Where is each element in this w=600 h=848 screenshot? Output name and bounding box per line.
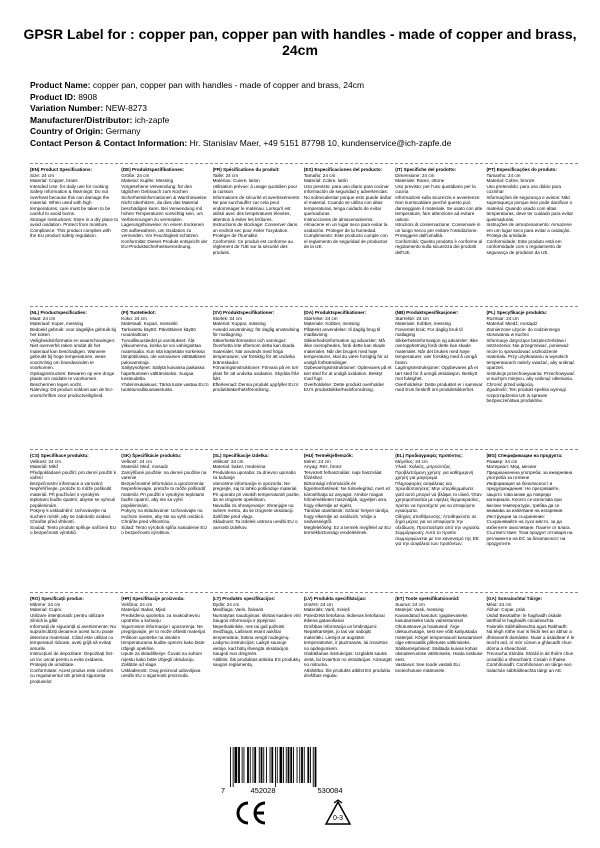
barcode-bar [247, 747, 249, 783]
language-block [395, 164, 486, 306]
barcode-bar [275, 747, 276, 787]
language-block [395, 450, 486, 592]
language-block [486, 593, 577, 713]
language-heading: (EN) Product Specifications: [30, 167, 93, 172]
language-heading: (SL) Specifikacije izdelka: [212, 453, 269, 458]
language-block [486, 307, 577, 449]
info-value: copper pan, copper pan with handles - made of copper and brass, 24cm [92, 80, 365, 90]
language-text: Izmērs: 24 cm Materiāls: Varš, misiņš Paredzētā lietošana: ikdienas lietošanai ēdiena gatavošanai Drošības informācija un brīdinājumi: Nepārkarsējiet, jo tas var sabojāt materiālu. Lietojot ar augstām temperatūrām, ir jāuzmanās, lai izvairītos no apdegumiem. Glabāšanas instrukcijas: Uzglabāt sausā vietā, lai izvairītos no oksidācijas. Aizsargāt no mitruma. Atbilstība: Šis produkts atbilst ES produktu drošības regulai. [303, 601, 392, 678]
language-heading: (GA) Sonraíochtaí Táirge: [486, 596, 543, 601]
language-text: Taille: 24 cm Matériau: Cuivre, laiton Utilisation prévue: à usage quotidien pour la cuisson Informations de sécurité et avertissements: Ne pas surchauffer car cela peut endommager le matériau. Lorsqu'il est utilisé avec des températures élevées, attention à éviter les brûlures. Instructions de stockage: Conserver dans un endroit sec pour éviter l'oxydation. Protéger de l'humidité. Conformité: Ce produit est conforme au règlement de l'UE sur la sécurité des produits. [212, 172, 301, 255]
language-block [486, 164, 577, 306]
language-block [213, 450, 304, 592]
barcode-bar [266, 747, 267, 783]
language-text: Размер: 24 cm Материал: Мед, месинг Предназначена употреба: за ежедневна употреба за готвене Информация за безопасност и предупреждения: Не прегрявайте, защото това може да повреди материала. Когато се използва при високи температури, трябва да се внимава за избягване на изгаряния. Инструкции за съхранение: Съхранявайте на сухо място, за да избегнете окисляване. Пазете от влага. Съответствие: Този продукт отговаря на регламента на ЕС за безопасност на продуктите. [486, 458, 573, 546]
language-heading: (HU) Termékjellemzők: [303, 453, 354, 458]
language-heading: (DA) Produktspecifikationer: [303, 310, 367, 315]
barcode-bar [259, 747, 260, 783]
language-heading: (NL) Productspecificaties: [30, 310, 87, 315]
language-block [395, 307, 486, 449]
language-block [213, 164, 304, 306]
barcode-bar [263, 747, 264, 783]
language-heading: (DE) Produktspezifikationen: [121, 167, 185, 172]
language-text: Tamaño: 24 cm Material: Cobre, latón Uso previsto: para uso diario para cocinar Información de seguridad y advertencias: No sobrecalentar porque esto puede dañar el material. Cuando se utiliza con altas temperaturas, tenga cuidado de evitar quemaduras. Instrucciones de almacenamiento: Almacene en un lugar seco para evitar la oxidación. Proteger de la humedad. Cumplimiento: Este producto cumple con el reglamento de seguridad de productos de la UE. [303, 172, 392, 249]
barcode-bar [297, 747, 298, 783]
recycle-icon [320, 798, 356, 830]
info-row [30, 80, 590, 92]
info-row [30, 92, 590, 104]
barcode-digits: 530084 [317, 786, 343, 795]
language-heading: (SV) Produktspecifikationer: [212, 310, 275, 315]
recycle-code: 0-3 [332, 815, 344, 822]
language-text: Méret: 24 cm Anyag: Réz, bronz Tervezett felhasználás: napi használat főzéshez Biztonsági információk és figyelmeztetések: Ne túlmelegítsd, mert ez károsíthatja az anyagot. Amikor magas hőmérsékleten használják, ügyeljen arra, hogy elkerülje az égést. Tárolási utasítások: Száraz helyen tárolja, hogy elkerülje az oxidációt. Védje a nedvességtől. Megfelelőség: Ez a termék megfelel az EU termékbiztonsági rendeletének. [303, 458, 391, 535]
barcode-bar [310, 747, 311, 783]
info-label: Variation Number: [30, 103, 104, 113]
language-block [304, 450, 395, 592]
language-heading: (RO) Specificații produs: [30, 596, 84, 601]
info-value: ich-zapfe [134, 114, 170, 125]
language-heading: (PT) Especificações do produto: [486, 167, 557, 172]
language-heading: (NB) Produktspesifikasjoner: [395, 310, 459, 315]
language-heading: (SK) Špecifikácie produktu: [121, 453, 182, 458]
barcode-bar [286, 747, 287, 783]
barcode-digits: 7 [220, 786, 226, 795]
language-block [486, 450, 577, 592]
language-block [304, 164, 395, 306]
language-heading: (LT) Produkto specifikacijos: [212, 596, 276, 601]
language-block [30, 164, 121, 306]
language-block [121, 164, 212, 306]
barcode-bar [238, 747, 240, 783]
barcode-bar [235, 747, 238, 783]
language-text: Μέγεθος: 24 cm Υλικό: Χαλκός, μπρούντζος Προβλεπόμενη χρήση: για καθημερινή χρήση για μαγείρεμα Πληροφορίες ασφάλειας και προειδοποιήσεις: Μην υπερθερμαίνετε γιατί αυτό μπορεί να βλάψει το υλικό. Όταν χρησιμοποιείται με υψηλές θερμοκρασίες, πρέπει να προσέχετε για να αποφύγετε εγκαύματα. Οδηγίες αποθήκευσης: Αποθηκεύστε σε ξηρό μέρος για να αποφύγετε την οξείδωση. Προστατέψτε από την υγρασία. Συμμόρφωση: Αυτό το προϊόν συμμορφώνεται με τον κανονισμό της ΕΕ για την ασφάλεια των προϊόντων. [395, 458, 482, 546]
barcode-bar [283, 747, 284, 783]
barcode [218, 747, 372, 795]
language-text: Tamanho: 24 cm Material: Cobre, bronze Uso pretendido: para uso diário para cozinhar Informações de segurança e avisos: Não superaqueça porque isso pode danificar o material. Quando usado com altas temperaturas, deve ter cuidado para evitar queimaduras. Instruções de armazenamento: Armazene em um lugar seco para evitar a oxidação. Proteja da umidade. Conformidade: Este produto está em conformidade com o regulamento de segurança de produtos da UE. [486, 172, 574, 255]
language-text: Velikost: 24 cm Material: baker, medenina Predvidena uporaba: za dnevno uporabo za kuhanje Varnostne informacije in opozorila: Ne pregrejte, saj to lahko poškoduje material. Pri uporabi pri visokih temperaturah pazite, da se izognete opeklinam. Navodila za shranjevanje: Shranjujte na suhem mestu, da se izognete oksidaciji. Zaščitite pred vlago. Skladnost: Ta izdelek ustreza uredbi EU o varnosti izdelkov. [212, 458, 300, 530]
language-band [30, 164, 578, 306]
language-heading: (FI) Tuotetiedot: [121, 310, 156, 315]
language-heading: (EL) Προδιαγραφές προϊόντος: [395, 453, 463, 458]
language-block [121, 450, 212, 592]
language-heading: (FR) Spécifications du produit: [212, 167, 280, 172]
info-label: Manufacturer/Distributor: [30, 114, 133, 125]
language-block [121, 307, 212, 449]
language-block [304, 307, 395, 449]
info-value: 8908 [78, 91, 98, 102]
barcode-bar [270, 747, 271, 783]
info-value: NEW-8273 [105, 103, 148, 113]
language-heading: (CS) Specifikace produktu: [30, 453, 89, 458]
info-label: Product Name: [30, 80, 91, 90]
language-heading: (ET) Toote spetsifikatsioonid: [395, 596, 460, 601]
barcode-bar [271, 747, 273, 783]
language-text: Size: 24 cm Material: Copper, brass Intended Use: for daily use for cooking Safety Information & Warnings: Do not overheat because this can damage the material. When used with high temperatures, care must be taken to be careful to avoid burns. Storage Instructions: Store in a dry place to avoid oxidation. Protect from moisture. Compliance: This product complies with the EU product safety regulation. [30, 172, 119, 238]
barcode-bar [254, 747, 256, 783]
language-block [395, 593, 486, 713]
language-text: Dydis: 24 cm Medžiaga: Varis, žalvaris Numatytas naudojimas: skirtas kasdien virti Saugos informacija ir įspėjimai: Neperkaitinkite, nes tai gali pažeisti medžiagą. Lašinant esant aukštai temperatūrai, būtina vengti nudegimų. Laikymo instrukcijos: Laikyti sausoje vietoje, kad būtų išvengta oksidacijos. Saugoti nuo drėgmės. Atitiktis: Šis produktas atitinka ES produktų saugos reglamentą. [212, 601, 301, 667]
info-label: Country of Origin: [30, 126, 104, 136]
language-text: Größe: 24 cm Material: Kupfer, Messing Vorgesehene Verwendung: für den täglichen Gebrauch zum Kochen Sicherheitsinformationen & Warnhinweise: Nicht überhitzen, da dies das Material beschädigen kann. Bei Verwendung mit hohen Temperaturen vorsichtig sein, um Verbrennungen zu vermeiden. Lagerungshinweise: An einem trockenen Ort aufbewahren, um Oxidation zu vermeiden. Vor Feuchtigkeit schützen. Konformität: Dieses Produkt entspricht der EU-Produktsicherheitsverordnung. [121, 172, 208, 249]
barcode-bar [313, 747, 314, 787]
language-text: Maat: 24 cm Materiaal: Koper, messing Bedoeld gebruik: voor dagelijks gebruik bij het koken Veiligheidsinformatie en waarschuwingen: Niet oververhit raken omdat dit het materiaal kan beschadigen. Wanneer gebruikt bij hoge temperaturen, wees voorzichtig om brandwonden te voorkomen. Opslaginstructies: Bewaren op een droge plaats om oxidatie te voorkomen. Beschermen tegen vocht. Naleving: Dit product voldoet aan de EU-voorschriften voor productveiligheid. [30, 315, 117, 398]
barcode-bar [244, 747, 245, 783]
barcode-bar [304, 747, 305, 783]
language-heading: (ES) Especificaciones del producto: [303, 167, 383, 172]
language-text: Rozmiar: 24 cm Materiał: Miedź, mosiądz Zamierzone użycie: do codziennego stosowania w kuchni Informacje dotyczące bezpieczeństwa i ostrzeżenia: Nie przegrzewać, ponieważ może to spowodować uszkodzenie materiału. Przy użytkowaniu w wysokich temperaturach należy uważać, aby uniknąć oparzeń. Instrukcje przechowywania: Przechowywać w suchym miejscu, aby uniknąć utleniania. Chronić przed wilgocią. Zgodność: Ten produkt spełnia wymogi rozporządzenia UE w sprawie bezpieczeństwa produktów. [486, 315, 575, 403]
language-heading: (IT) Specifiche del prodotto: [395, 167, 457, 172]
language-grid [30, 163, 578, 713]
barcode-bar [280, 747, 283, 783]
language-block [304, 593, 395, 713]
language-block [30, 450, 121, 592]
info-row [30, 138, 590, 150]
barcode-bar [299, 747, 300, 783]
language-text: Koko: 24 cm Materiaali: Kupari, messinki Tarkoitettu käyttö: Päivittäinen käyttö ruoanlaittoon Turvallisuustiedot ja varoitukset: Älä ylikuumenna, koska se voi vahingoittaa materiaalia. Kun sitä käytetään korkeissa lämpötiloissa, ole varovainen välttääksesi palovammoja. Säilytysohjeet: Säilytä kuivassa paikassa hapettumisen välttämiseksi. Suojaa kosteudelta. Yhdenmukaisuus: Tämä tuote vastaa EU:n tuoteturvallisuusasetusta. [121, 315, 209, 392]
barcode-bar [288, 747, 290, 783]
language-block [30, 593, 121, 713]
language-heading: (LV) Produkta specifikācijas: [303, 596, 367, 601]
language-band [30, 593, 578, 713]
barcode-bar [315, 747, 317, 787]
barcode-bar [242, 747, 243, 783]
language-text: Méid: 24 cm Ábhar: Copar, prás Úsáid Beartaithe: le haghaidh úsáide laethúil le haghaidh cócaireachta Faisnéis Sábháilteachta agus Rabhadh: Ná téigh róthe mar is féidir leis an ábhar a dhéanamh damáiste. Nuair a úsáidtear é le teocht ard, ní mór cúram a ghlacadh chun dónna a sheachaint. Treoracha Stórála: Stóráil in áit thirim chun ocsaídiú a sheachaint. Cosain ó thaise. Comhlíonadh: Comhlíonann an táirge seo rialachán sábháilteachta táirgí an AE. [486, 601, 575, 673]
language-text: Veľkosť: 24 cm Materiál: Meď, mosadz Zamýšľané použitie: na denné použitie na varenie Bezpečnostné informácie a upozornenia: Neprehrievajte, pretože to môže poškodiť materiál. Pri použití s vysokými teplotami buďte opatrní, aby ste sa vyhli popáleninám. Pokyny na skladovanie: Uchovávajte na suchom mieste, aby ste sa vyhli oxidácii. Chráňte pred vlhkosťou. Súlad: Tento výrobok spĺňa nariadenie EÚ o bezpečnosti výrobkov. [121, 458, 207, 535]
info-row [30, 115, 590, 127]
info-row [30, 126, 590, 138]
info-label: Contact Person & Contact Information: [30, 137, 188, 148]
language-band [30, 307, 578, 449]
barcode-bar [301, 747, 303, 783]
language-text: Suurus: 24 cm Materjal: Vask, messing Kavandatud kasutus: igapäevaseks kasutamiseks toidu valmistamisel Ohutusteave ja hoiatused: Ärge ülekuumutage, sest see võib kahjustada materjali. Kõrgel temperatuuril kasutamisel olge ettevaatlik põletuste vältimiseks. Säilitamisjuhised: Säilitada kuivas kohas oksüdeerumise vältimiseks. Hoida niiskuse eest. Vastavus: See toode vastab ELi tooteohutuse määrusele. [395, 601, 483, 673]
barcode-bar [250, 747, 251, 783]
info-label: Product ID: [30, 91, 76, 102]
language-text: Storlek: 24 cm Material: Koppar, mässing Avsedd användning: för daglig användning för matlagning Säkerhetsinformation och varningar: Överhetta inte eftersom detta kan skada materialet. När används med höga temperaturer, var försiktig för att undvika brännskador. Förvaringsinstruktioner: Förvara på en torr plats för att undvika oxidation. Skydda från fukt. Efterlevnad: Denna produkt uppfyller EU:s produktsäkerhetsförordning. [212, 315, 300, 392]
language-text: Velikost: 24 cm Materiál: Měď Předpokládané použití: pro denní použití k vaření Bezpečnostní informace a varování: Nepřehřívejte, protože to může poškodit materiál. Při používání s vysokými teplotami buďte opatrní, abyste se vyhnuli popáleninám. Pokyny k uskladnění: Uchovávejte na suchém místě, aby se zabránilo oxidaci. Chraňte před vlhkostí. Soulad: Tento produkt splňuje nařízení EU o bezpečnosti výrobků. [30, 458, 117, 535]
ce-mark-icon [234, 800, 270, 826]
info-value: Hr. Stanislav Maer, +49 5151 87798 10, kundenservice@ich-zapfe.de [189, 137, 452, 148]
product-info [30, 80, 590, 149]
info-row [30, 103, 590, 115]
language-text: Størrelse: 24 cm Materiale: Kobber, messing Forventet bruk: For daglig bruk til matlaging Sikkerhetsinformasjon og advarsler: Ikke overopphetning fordi dette kan skade materialet. Når det brukes med høye temperaturer, vær forsiktig med å unngå brann. Lagringsinstruksjoner: Oppbevares på et tørt sted for å unngå oksidasjon. Beskytt mot fuktighet. Overholdelse: Dette produktet er i samsvar med EUs forskrift om produktsikkerhet. [395, 315, 483, 392]
page-title: GPSR Label for : copper pan, copper pan with handles - made of copper and brass, 24cm [23, 26, 577, 58]
barcode-bar [230, 747, 231, 787]
language-text: Dimensione: 24 cm Materiale: Rame, ottone Uso previsto: per l'uso quotidiano per la cucina Informazioni sulla sicurezza e avvertenze: Non surriscaldare perché questo può danneggiare il materiale. Se usato con alte temperature, fare attenzione ad evitare ustioni. Istruzioni di conservazione: Conservare in un luogo secco per evitare l'ossidazione. Proteggere dall'umidità. Conformità: Questo prodotto è conforme al regolamento sulla sicurezza dei prodotti dell'UE. [395, 172, 483, 255]
language-band [30, 450, 578, 592]
language-block [30, 307, 121, 449]
barcode-bar [307, 747, 309, 783]
barcode-bar [233, 747, 234, 787]
barcode-bar [277, 747, 278, 783]
language-block [121, 593, 212, 713]
barcode-bar [293, 747, 294, 783]
language-text: Mărime: 24 cm Material: Cupru Utilizare intenționată: pentru utilizare zilnică la gătit Informații de siguranță și avertismente: Nu supraîncălziți deoarece acest lucru poate deteriora materialul. Când este utilizat cu temperaturi ridicate, aveți grijă să evitați arsurile. Instrucțiuni de depozitare: Depozitați într-un loc uscat pentru a evita oxidarea. Protejați de umiditate. Conformitate: Acest produs este conform cu regulamentul UE privind siguranța produselor. [30, 601, 117, 684]
barcode-bar [290, 747, 292, 783]
barcode-digits: 452028 [250, 786, 276, 795]
language-text: Veličina: 24 cm Materijal: Bakar, Mjed Predviđena upotreba: za svakodnevnu upotrebu u kuhanju Sigurnosne informacije i upozorenja: Ne pregrijavajte, jer to može oštetiti materijal. Prilikom upotrebe na visokim temperaturama budite oprezni kako biste izbjegli opekline. Upute za skladištenje: Čuvati na suhom mjestu kako biste izbjegli oksidaciju. Zaštitite od vlage. Usklađenost: Ovaj proizvod udovoljava uredbi EU o sigurnosti proizvoda. [121, 601, 207, 678]
info-value: Germany [105, 126, 141, 136]
language-block [213, 307, 304, 449]
language-heading: (HR) Specifikacije proizvoda: [121, 596, 185, 601]
language-heading: (PL) Specyfikacje produktu: [486, 310, 548, 315]
barcode-bar [261, 747, 263, 783]
language-block [213, 593, 304, 713]
language-heading: (BG) Спецификации на продукта: [486, 453, 563, 458]
language-text: Størrelse: 24 cm Materiale: Kobber, messing Påtænkt anvendelse: til daglig brug til madlavning Sikkerhedsinformation og advarsler: Må ikke overophedes, fordi dette kan skade materialet. Når det bruges med høje temperaturer, skal du være forsigtig for at undgå forbrændinger. Opbevaringsinstruktioner: Opbevares på et tørt sted for at undgå oxidation. Beskyt mod fugt. Overholdelse: Dette produkt overholder EU's produktsikkerhedsforordning. [303, 315, 392, 392]
barcode-bar [253, 747, 254, 783]
